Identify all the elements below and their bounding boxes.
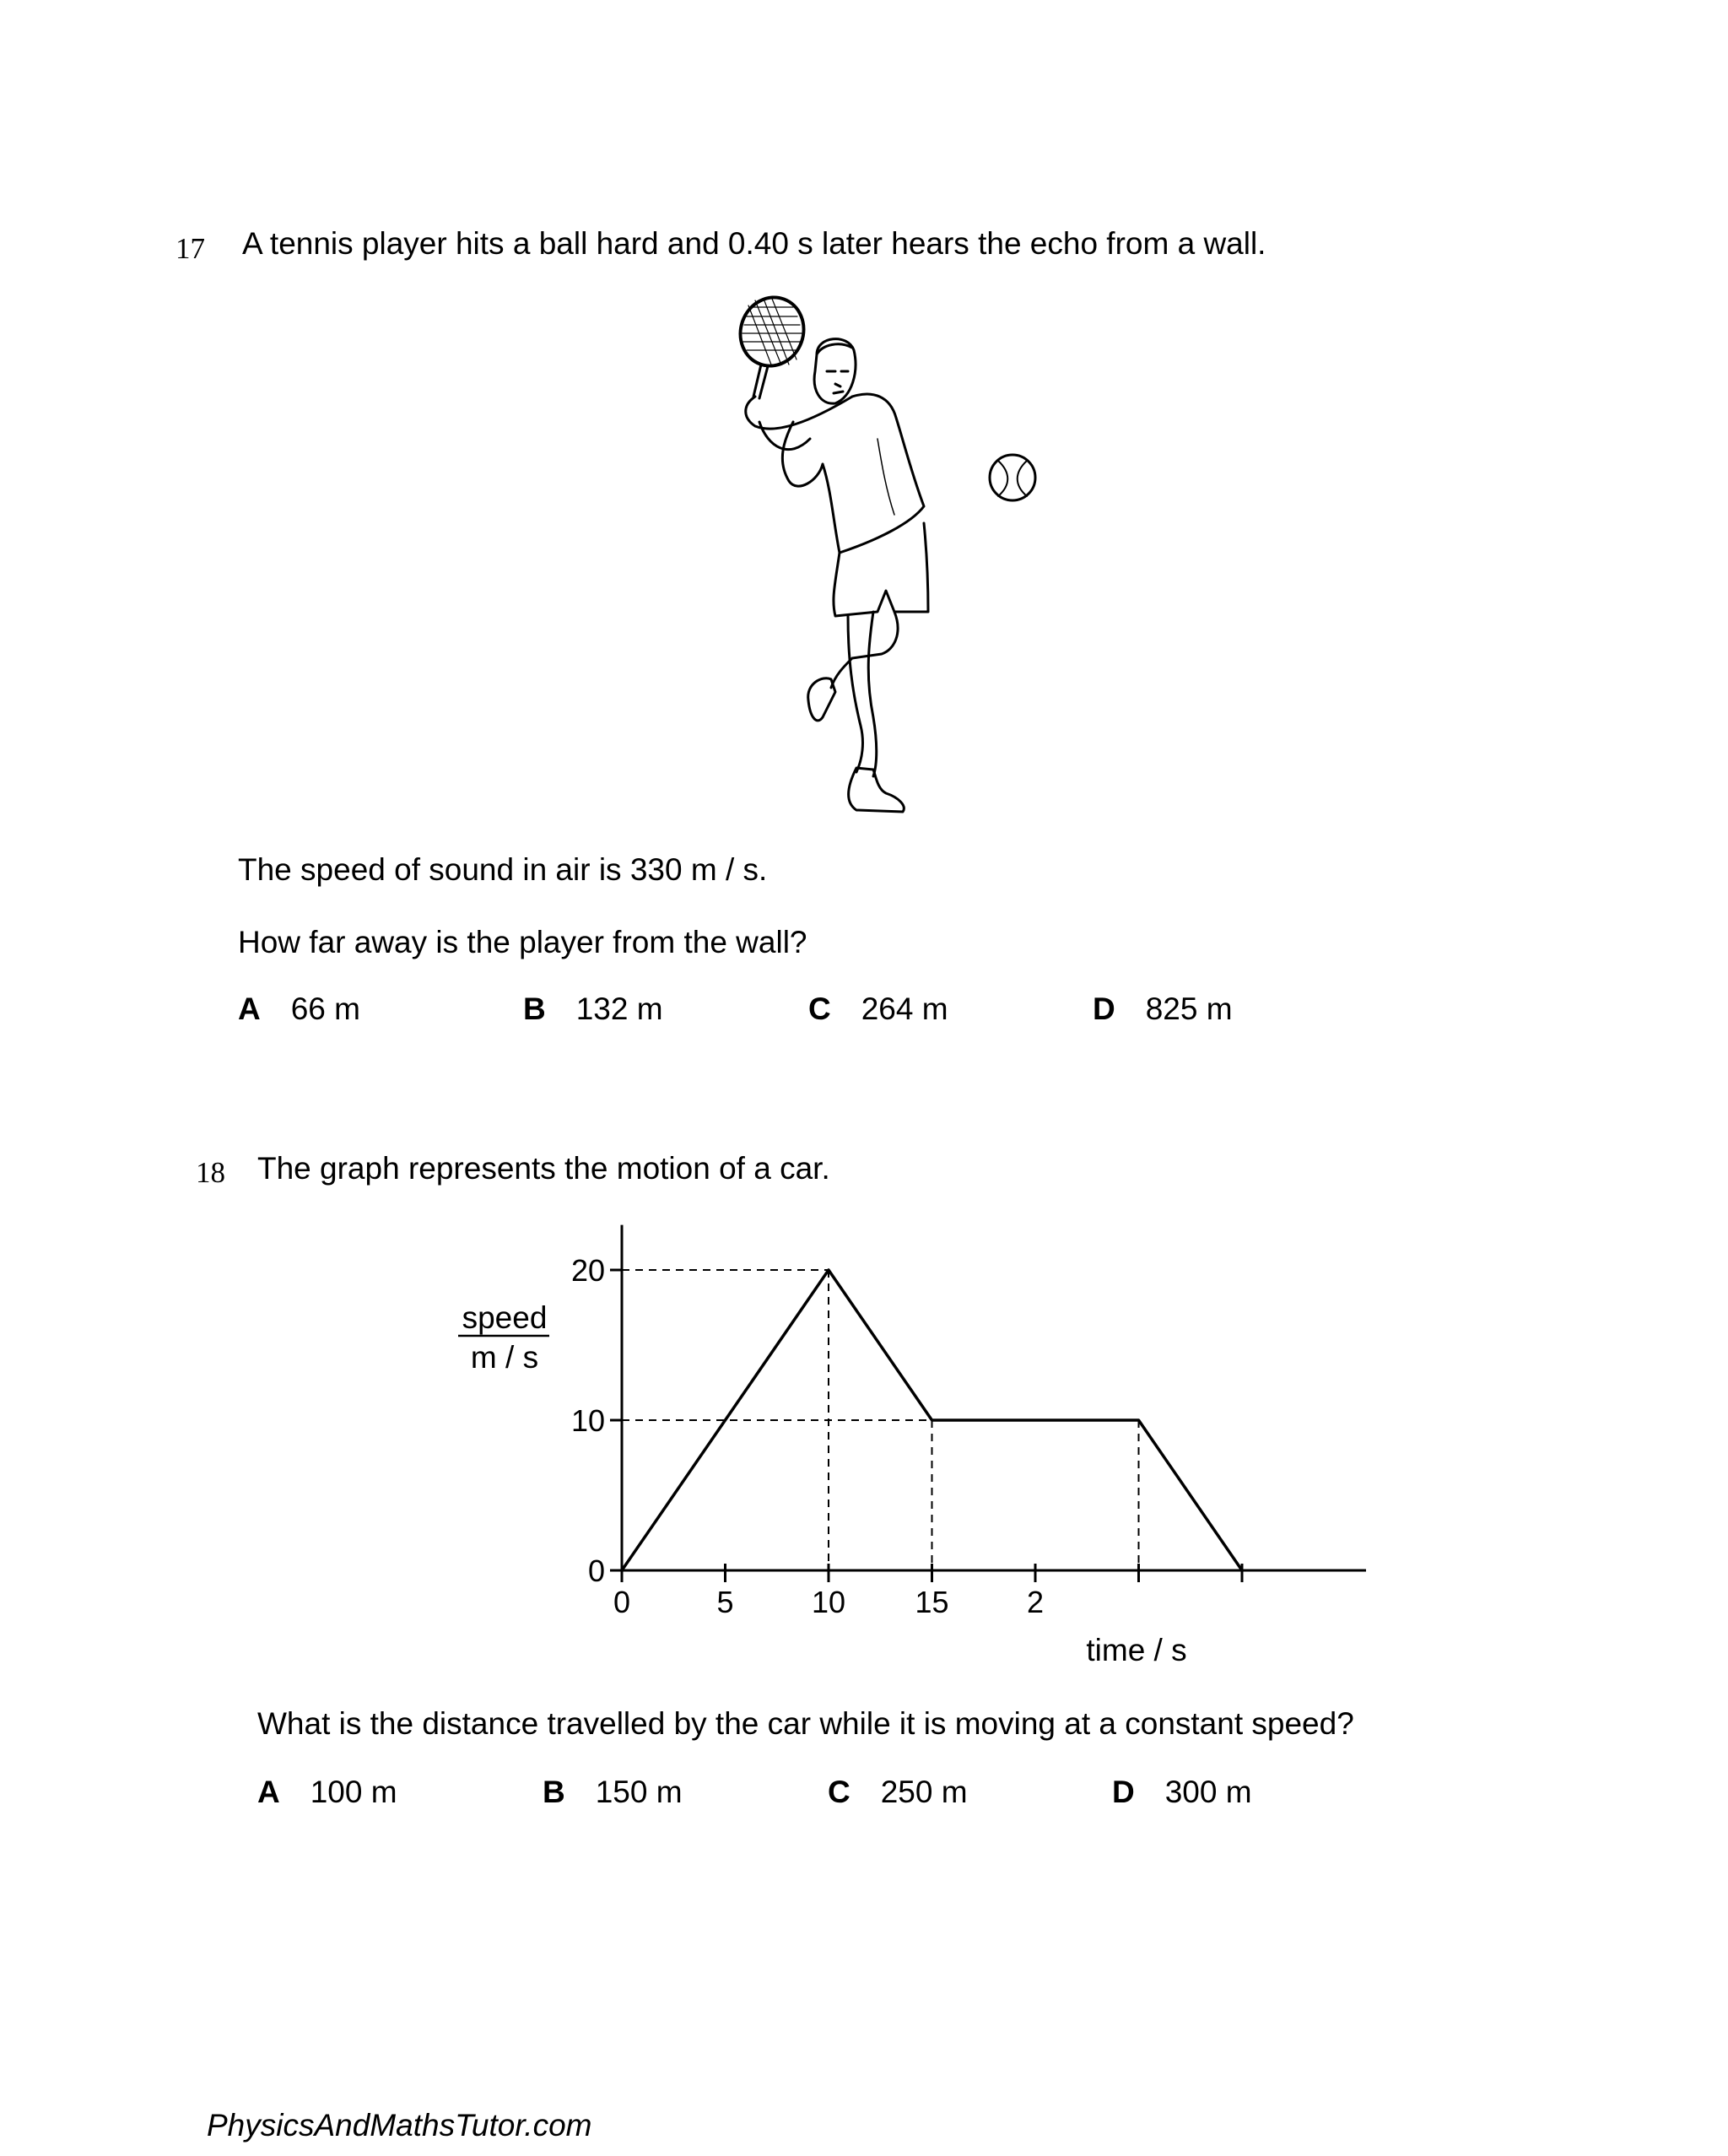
option-value: 132 m — [575, 992, 663, 1026]
y-tick-label: 10 — [570, 1403, 605, 1438]
y-tick-label: 0 — [587, 1554, 605, 1588]
question-intro: A tennis player hits a ball hard and 0.40 s later hears the echo from a wall. — [242, 226, 1266, 261]
option-a[interactable] — [238, 992, 360, 1027]
y-tick-label: 20 — [570, 1253, 605, 1288]
option-letter: D — [1112, 1775, 1135, 1809]
option-d[interactable] — [1093, 992, 1233, 1027]
option-value: 100 m — [310, 1775, 397, 1809]
option-letter: A — [238, 992, 261, 1026]
question-number: 17 — [176, 232, 205, 265]
option-letter: D — [1093, 992, 1115, 1026]
option-a[interactable] — [257, 1775, 397, 1810]
option-value: 300 m — [1164, 1775, 1252, 1809]
option-c[interactable] — [808, 992, 948, 1027]
x-tick-label: 0 — [613, 1585, 631, 1619]
option-letter: A — [257, 1775, 280, 1809]
question-number: 18 — [196, 1156, 225, 1189]
series-line — [622, 1270, 1242, 1570]
y-axis-label: speed — [462, 1300, 548, 1335]
option-d[interactable] — [1112, 1775, 1252, 1810]
x-tick-label: 2 — [1026, 1585, 1045, 1619]
option-b[interactable] — [543, 1775, 683, 1810]
x-tick-label: 10 — [811, 1585, 846, 1619]
option-value: 150 m — [595, 1775, 683, 1809]
question-prompt: How far away is the player from the wall? — [238, 925, 807, 959]
option-value: 825 m — [1145, 992, 1233, 1026]
option-letter: B — [523, 992, 546, 1026]
option-letter: C — [808, 992, 831, 1026]
question-fact: The speed of sound in air is 330 m / s. — [238, 852, 768, 887]
option-value: 250 m — [880, 1775, 968, 1809]
question-intro: The graph represents the motion of a car. — [257, 1151, 830, 1186]
x-tick-label: 5 — [716, 1585, 734, 1619]
option-letter: C — [828, 1775, 850, 1809]
option-value: 66 m — [290, 992, 360, 1026]
footer-site-name: PhysicsAndMathsTutor.com — [207, 2108, 592, 2142]
option-letter: B — [543, 1775, 565, 1809]
option-b[interactable] — [523, 992, 663, 1027]
option-value: 264 m — [861, 992, 948, 1026]
option-c[interactable] — [828, 1775, 968, 1810]
y-axis-unit: m / s — [470, 1340, 539, 1375]
question-prompt: What is the distance travelled by the car while it is moving at a constant speed? — [257, 1706, 1354, 1741]
x-tick-label: 15 — [915, 1585, 949, 1619]
x-axis-label: time / s — [1086, 1633, 1187, 1667]
